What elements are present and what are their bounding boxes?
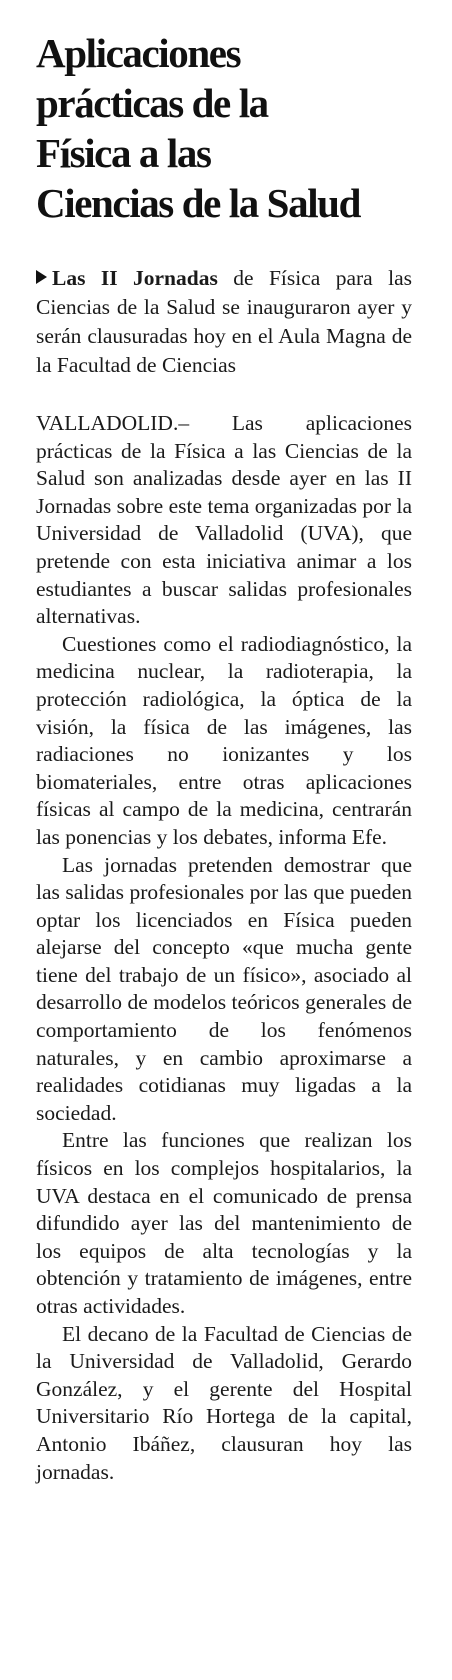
body-paragraph: Cuestiones como el radiodiagnóstico, la medicina nuclear, la radioterapia, la protección radiológica, la óptica de la visión, la física de las imágenes, las radiaciones no ionizantes y los biomateriales, entre otras aplicaciones físicas al campo de la medicina, centrarán las ponencias y los debates, informa Efe.	[36, 631, 412, 849]
headline-line: Aplicaciones	[36, 30, 241, 76]
lede-text: de Física para las Ciencias de la Salud se inauguraron ayer y serán clausuradas hoy en el Aula Magna de la Facultad de Ciencias	[36, 266, 413, 377]
headline-line: Ciencias de la Salud	[36, 180, 360, 226]
headline-line: prácticas de la	[36, 80, 268, 126]
body-paragraph: El decano de la Facultad de Ciencias de la Universidad de Valladolid, Gerardo González, y el gerente del Hospital Universitario Río Hortega de la capital, Antonio Ibáñez, clausuran hoy las jornadas.	[36, 1321, 412, 1484]
body-paragraph: Las jornadas pretenden demostrar que las salidas profesionales por las que pueden optar los licenciados en Física pueden alejarse del concepto «que mucha gente tiene del trabajo de un físico», asociado al desarrollo de modelos teóricos generales de comportamiento de los fenómenos naturales, y en cambio aproximarse a realidades cotidianas muy ligadas a la sociedad.	[36, 852, 412, 1125]
headline	[36, 28, 412, 228]
lede-bold: Las II Jornadas	[52, 266, 218, 290]
arrow-bullet-icon	[36, 270, 47, 284]
lede	[36, 264, 412, 380]
article-body	[36, 410, 412, 1486]
body-paragraph: VALLADOLID.– Las aplicaciones prácticas de la Física a las Ciencias de la Salud son analizadas desde ayer en las II Jornadas sobre este tema organizadas por la Universidad de Valladolid (UVA), que pretende con esta iniciativa animar a los estudiantes a buscar salidas profesionales alternativas.	[36, 411, 412, 629]
body-paragraph: Entre las funciones que realizan los físicos en los complejos hospitalarios, la UVA destaca en el comunicado de prensa difundido ayer las del mantenimiento de los equipos de alta tecnologías y la obtención y tratamiento de imágenes, entre otras actividades.	[36, 1128, 412, 1318]
headline-line: Física a las	[36, 130, 211, 176]
